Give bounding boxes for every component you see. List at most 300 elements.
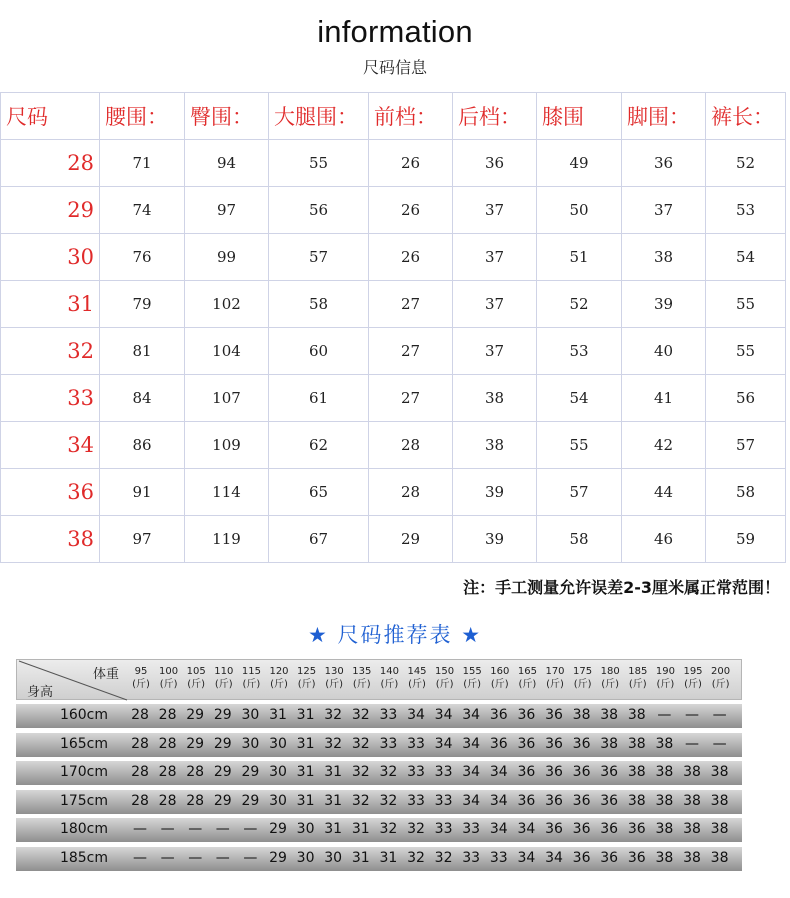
recommended-size-cell: 32 — [324, 735, 343, 752]
recommended-size-cell: 31 — [379, 850, 398, 866]
recommended-size-cell: — — [657, 707, 672, 723]
recommended-size-cell: 29 — [269, 850, 287, 866]
measurement-cell: 26 — [369, 234, 453, 281]
recommended-size-cell: 38 — [600, 707, 619, 723]
weight-unit: (斤) — [297, 679, 316, 690]
recommended-size-cell: 31 — [296, 735, 315, 752]
measurement-cell: 97 — [100, 516, 185, 563]
weight-column-header — [294, 665, 320, 691]
height-cell: 185cm — [59, 850, 108, 866]
weight-column-header — [183, 665, 209, 691]
recommended-size-cell: 38 — [627, 792, 646, 809]
recommended-size-cell: — — [215, 821, 230, 838]
recommended-size-cell: 34 — [462, 764, 481, 781]
measurement-cell: 46 — [622, 516, 706, 563]
recommended-size-cell: 36 — [627, 850, 646, 866]
table-row — [1, 375, 786, 422]
recommended-size-cell: 28 — [131, 792, 149, 809]
measurement-cell: 53 — [706, 187, 786, 234]
recommended-size-cell: 32 — [379, 821, 398, 838]
recommended-size-cell: 38 — [627, 764, 646, 781]
recommended-size-cell: 31 — [324, 821, 343, 838]
recommendation-header — [16, 659, 742, 700]
recommended-size-cell: 36 — [517, 764, 536, 781]
weight-unit: (斤) — [684, 679, 702, 690]
weight-unit: (斤) — [435, 679, 454, 690]
size-table-body — [1, 140, 786, 563]
measurement-cell: 41 — [622, 375, 706, 422]
recommended-size-cell: 34 — [517, 821, 536, 838]
recommended-size-cell: — — [188, 821, 203, 838]
weight-column-header — [128, 665, 154, 691]
recommended-size-cell: 33 — [407, 735, 425, 752]
measurement-cell: 52 — [537, 281, 622, 328]
recommended-size-cell: 36 — [489, 707, 508, 723]
recommended-size-cell: 38 — [655, 792, 674, 809]
recommendation-row — [16, 733, 742, 757]
weight-value: 125 — [297, 666, 317, 677]
weight-column-header — [487, 665, 513, 691]
recommended-size-cell: 29 — [186, 735, 205, 752]
size-cell: 38 — [1, 516, 100, 563]
recommended-size-cell: 38 — [683, 850, 701, 866]
recommended-size-cell: — — [685, 707, 699, 723]
recommended-size-cell: 38 — [627, 735, 646, 752]
measurement-cell: 38 — [622, 234, 706, 281]
measurement-cell: 50 — [537, 187, 622, 234]
recommended-size-cell: 28 — [158, 792, 177, 809]
measurement-cell: 81 — [100, 328, 185, 375]
weight-unit: (斤) — [601, 679, 620, 690]
recommended-size-cell: 36 — [600, 764, 619, 781]
recommended-size-cell: 38 — [600, 735, 619, 752]
weight-unit: (斤) — [711, 679, 730, 690]
recommended-size-cell: 30 — [296, 850, 315, 866]
weight-value: 170 — [545, 666, 565, 677]
measurement-cell: 109 — [185, 422, 269, 469]
recommended-size-cell: 32 — [351, 792, 370, 809]
weight-value: 95 — [134, 666, 148, 677]
recommended-size-cell: 33 — [462, 850, 481, 866]
recommended-size-cell: 28 — [131, 764, 149, 781]
measurement-cell: 54 — [537, 375, 622, 422]
recommended-size-cell: 38 — [655, 850, 674, 866]
weight-column-header — [652, 665, 678, 691]
table-row — [1, 328, 786, 375]
weight-value: 110 — [214, 666, 234, 677]
measurement-cell: 26 — [369, 140, 453, 187]
measurement-cell: 58 — [706, 469, 786, 516]
table-row — [1, 469, 786, 516]
recommended-size-cell: 30 — [269, 792, 287, 809]
recommendation-row — [16, 818, 742, 842]
recommended-size-cell: 29 — [186, 707, 205, 723]
measurement-cell: 42 — [622, 422, 706, 469]
recommended-size-cell: 34 — [407, 707, 425, 723]
weight-value: 100 — [159, 666, 179, 677]
weight-value: 130 — [324, 666, 344, 677]
recommended-size-cell: 32 — [324, 707, 343, 723]
size-cell: 36 — [1, 469, 100, 516]
measurement-cell: 28 — [369, 422, 453, 469]
recommended-size-cell: 29 — [213, 735, 232, 752]
recommended-size-cell: 38 — [710, 792, 729, 809]
height-cell: 170cm — [59, 764, 108, 781]
recommended-size-cell: 36 — [545, 792, 563, 809]
measurement-cell: 37 — [453, 328, 537, 375]
column-header: 臀围： — [185, 93, 269, 140]
weight-column-header — [349, 665, 375, 691]
weight-unit: (斤) — [546, 679, 564, 690]
measurement-cell: 119 — [185, 516, 269, 563]
measurement-cell: 91 — [100, 469, 185, 516]
recommended-size-cell: 33 — [462, 821, 481, 838]
recommended-size-cell: 34 — [462, 735, 481, 752]
recommended-size-cell: 28 — [131, 735, 149, 752]
recommended-size-cell: 30 — [296, 821, 315, 838]
weight-column-header — [238, 665, 264, 691]
measurement-cell: 99 — [185, 234, 269, 281]
weight-unit: (斤) — [628, 679, 647, 690]
recommended-size-cell: 31 — [269, 707, 287, 723]
star-icon: ★ — [461, 623, 483, 647]
star-icon: ★ — [307, 623, 329, 647]
recommended-size-cell: 32 — [379, 764, 398, 781]
recommended-size-cell: 31 — [351, 850, 370, 866]
weight-column-header — [542, 665, 568, 691]
measurement-cell: 39 — [622, 281, 706, 328]
recommended-size-cell: 32 — [407, 850, 425, 866]
measurement-cell: 76 — [100, 234, 185, 281]
recommended-size-cell: 33 — [379, 707, 398, 723]
recommendation-title-text: 尺码推荐表 — [337, 623, 453, 647]
measurement-cell: 55 — [269, 140, 369, 187]
measurement-cell: 79 — [100, 281, 185, 328]
measurement-cell: 52 — [706, 140, 786, 187]
weight-value: 120 — [269, 666, 289, 677]
recommended-size-cell: — — [215, 850, 230, 866]
recommended-size-cell: 34 — [489, 764, 508, 781]
recommended-size-cell: 31 — [296, 792, 315, 809]
measurement-cell: 84 — [100, 375, 185, 422]
recommended-size-cell: 36 — [572, 764, 591, 781]
recommended-size-cell: 36 — [627, 821, 646, 838]
measurement-cell: 94 — [185, 140, 269, 187]
recommended-size-cell: 36 — [517, 735, 536, 752]
recommended-size-cell: 34 — [545, 850, 563, 866]
recommended-size-cell: 32 — [351, 707, 370, 723]
size-cell: 31 — [1, 281, 100, 328]
weight-unit: (斤) — [242, 679, 261, 690]
measurement-cell: 37 — [453, 281, 537, 328]
recommendation-row — [16, 761, 742, 785]
weight-column-header — [266, 665, 292, 691]
measurement-cell: 74 — [100, 187, 185, 234]
recommended-size-cell: 28 — [186, 792, 205, 809]
recommended-size-cell: 29 — [241, 792, 260, 809]
recommended-size-cell: — — [133, 850, 147, 866]
recommended-size-cell: 33 — [434, 792, 453, 809]
recommended-size-cell: 36 — [545, 821, 563, 838]
recommended-size-cell: — — [243, 850, 258, 866]
measurement-cell: 62 — [269, 422, 369, 469]
weight-value: 175 — [573, 666, 593, 677]
measurement-cell: 57 — [537, 469, 622, 516]
measurement-cell: 56 — [269, 187, 369, 234]
measurement-cell: 55 — [537, 422, 622, 469]
measurement-cell: 102 — [185, 281, 269, 328]
recommended-size-cell: 28 — [158, 735, 177, 752]
measurement-cell: 61 — [269, 375, 369, 422]
recommendation-row — [16, 704, 742, 728]
recommended-size-cell: 29 — [269, 821, 287, 838]
recommended-size-cell: 33 — [434, 821, 453, 838]
table-row — [1, 140, 786, 187]
recommended-size-cell: 28 — [186, 764, 205, 781]
table-row — [1, 234, 786, 281]
size-table — [0, 92, 786, 563]
measurement-cell: 38 — [453, 422, 537, 469]
size-cell: 34 — [1, 422, 100, 469]
measurement-cell: 55 — [706, 281, 786, 328]
measurement-cell: 44 — [622, 469, 706, 516]
weight-column-header — [708, 665, 734, 691]
height-cell: 175cm — [59, 792, 108, 809]
recommended-size-cell: 28 — [158, 707, 177, 723]
recommended-size-cell: — — [712, 735, 727, 752]
recommended-size-cell: 33 — [379, 735, 398, 752]
measurement-cell: 27 — [369, 281, 453, 328]
column-header: 脚围： — [622, 93, 706, 140]
recommended-size-cell: 30 — [241, 707, 260, 723]
recommended-size-cell: 31 — [324, 792, 343, 809]
recommended-size-cell: — — [685, 735, 699, 752]
recommended-size-cell: 38 — [655, 735, 674, 752]
weight-value: 190 — [655, 666, 675, 677]
weight-value: 180 — [600, 666, 620, 677]
weight-label: 体重 — [93, 667, 120, 682]
weight-unit: (斤) — [463, 679, 482, 690]
measurement-cell: 107 — [185, 375, 269, 422]
recommended-size-cell: 36 — [572, 850, 591, 866]
recommended-size-cell: 34 — [489, 821, 508, 838]
recommended-size-cell: 34 — [434, 735, 453, 752]
measurement-cell: 27 — [369, 328, 453, 375]
recommended-size-cell: 33 — [489, 850, 508, 866]
recommended-size-cell: 36 — [545, 707, 563, 723]
recommended-size-cell: 32 — [351, 735, 370, 752]
column-header: 腰围： — [100, 93, 185, 140]
recommended-size-cell: 29 — [213, 792, 232, 809]
recommended-size-cell: 36 — [517, 792, 536, 809]
recommended-size-cell: — — [133, 821, 147, 838]
height-cell: 160cm — [59, 707, 108, 723]
weight-value: 195 — [683, 666, 703, 677]
measurement-cell: 58 — [269, 281, 369, 328]
weight-value: 145 — [407, 666, 427, 677]
measurement-cell: 60 — [269, 328, 369, 375]
measurement-cell: 53 — [537, 328, 622, 375]
recommended-size-cell: 29 — [213, 707, 232, 723]
recommendation-row — [16, 790, 742, 814]
size-cell: 28 — [1, 140, 100, 187]
recommended-size-cell: 30 — [324, 850, 343, 866]
recommended-size-cell: 31 — [296, 707, 315, 723]
recommended-size-cell: 38 — [572, 707, 591, 723]
weight-value: 135 — [352, 666, 372, 677]
size-cell: 30 — [1, 234, 100, 281]
weight-value: 115 — [241, 666, 261, 677]
measurement-cell: 39 — [453, 516, 537, 563]
weight-value: 200 — [711, 666, 731, 677]
measurement-cell: 65 — [269, 469, 369, 516]
recommended-size-cell: 34 — [517, 850, 536, 866]
recommended-size-cell: 36 — [517, 707, 536, 723]
recommended-size-cell: 38 — [655, 764, 674, 781]
measurement-cell: 36 — [622, 140, 706, 187]
measurement-cell: 29 — [369, 516, 453, 563]
height-label: 身高 — [27, 685, 54, 700]
recommended-size-cell: 36 — [572, 792, 591, 809]
column-header: 尺码 — [1, 93, 100, 140]
measurement-cell: 58 — [537, 516, 622, 563]
recommended-size-cell: 38 — [683, 792, 701, 809]
recommended-size-cell: 28 — [158, 764, 177, 781]
column-header: 后档： — [453, 93, 537, 140]
measurement-cell: 37 — [453, 234, 537, 281]
weight-unit: (斤) — [656, 679, 675, 690]
measurement-cell: 71 — [100, 140, 185, 187]
column-header: 前档： — [369, 93, 453, 140]
weight-column-header — [376, 665, 402, 691]
weight-column-header — [625, 665, 651, 691]
weight-unit: (斤) — [408, 679, 426, 690]
table-row — [1, 281, 786, 328]
measurement-cell: 57 — [269, 234, 369, 281]
measurement-note: 注：手工测量允许误差2-3厘米属正常范围！ — [463, 578, 780, 597]
weight-unit: (斤) — [159, 679, 178, 690]
weight-column-header — [680, 665, 706, 691]
measurement-cell: 114 — [185, 469, 269, 516]
size-table-header — [1, 93, 786, 140]
recommended-size-cell: 38 — [683, 821, 701, 838]
measurement-cell: 37 — [622, 187, 706, 234]
column-header: 裤长： — [706, 93, 786, 140]
weight-value: 140 — [379, 666, 399, 677]
recommended-size-cell: 32 — [379, 792, 398, 809]
weight-unit: (斤) — [352, 679, 371, 690]
column-header: 大腿围： — [269, 93, 369, 140]
size-cell: 29 — [1, 187, 100, 234]
size-recommendation-chart — [16, 659, 742, 875]
weight-column-header — [432, 665, 458, 691]
weight-unit: (斤) — [187, 679, 206, 690]
recommended-size-cell: 30 — [269, 764, 287, 781]
recommended-size-cell: 38 — [710, 850, 729, 866]
recommended-size-cell: 36 — [545, 764, 563, 781]
recommended-size-cell: 38 — [710, 821, 729, 838]
recommended-size-cell: 34 — [434, 707, 453, 723]
weight-value: 160 — [490, 666, 510, 677]
table-row — [1, 422, 786, 469]
weight-value: 105 — [186, 666, 206, 677]
recommended-size-cell: 31 — [351, 821, 370, 838]
recommended-size-cell: 34 — [489, 792, 508, 809]
weight-unit: (斤) — [132, 679, 150, 690]
weight-value: 150 — [435, 666, 455, 677]
weight-column-header — [156, 665, 182, 691]
measurement-cell: 56 — [706, 375, 786, 422]
recommended-size-cell: — — [188, 850, 203, 866]
height-cell: 165cm — [59, 735, 108, 752]
weight-column-header — [597, 665, 623, 691]
weight-column-header — [570, 665, 596, 691]
weight-column-header — [211, 665, 237, 691]
recommended-size-cell: 38 — [683, 764, 701, 781]
recommendation-title — [0, 619, 790, 649]
recommended-size-cell: — — [160, 850, 175, 866]
recommended-size-cell: 29 — [241, 764, 260, 781]
weight-unit: (斤) — [325, 679, 344, 690]
size-cell: 32 — [1, 328, 100, 375]
recommended-size-cell: 38 — [710, 764, 729, 781]
recommended-size-cell: 29 — [213, 764, 232, 781]
page-subtitle: 尺码信息 — [362, 58, 427, 77]
measurement-cell: 97 — [185, 187, 269, 234]
weight-unit: (斤) — [380, 679, 399, 690]
recommended-size-cell: 36 — [572, 821, 591, 838]
recommended-size-cell: 32 — [407, 821, 425, 838]
measurement-cell: 67 — [269, 516, 369, 563]
weight-unit: (斤) — [573, 679, 592, 690]
table-row — [1, 516, 786, 563]
measurement-cell: 39 — [453, 469, 537, 516]
recommended-size-cell: 33 — [407, 792, 425, 809]
measurement-cell: 26 — [369, 187, 453, 234]
recommended-size-cell: 36 — [489, 735, 508, 752]
recommendation-row — [16, 847, 742, 871]
table-row — [1, 187, 786, 234]
measurement-cell: 37 — [453, 187, 537, 234]
recommended-size-cell: 31 — [324, 764, 343, 781]
weight-column-header — [321, 665, 347, 691]
recommended-size-cell: 30 — [241, 735, 260, 752]
recommended-size-cell: 31 — [296, 764, 315, 781]
recommended-size-cell: 28 — [131, 707, 149, 723]
measurement-cell: 51 — [537, 234, 622, 281]
measurement-cell: 40 — [622, 328, 706, 375]
recommended-size-cell: 36 — [600, 821, 619, 838]
measurement-cell: 59 — [706, 516, 786, 563]
recommended-size-cell: — — [243, 821, 258, 838]
recommended-size-cell: 38 — [655, 821, 674, 838]
recommended-size-cell: 33 — [407, 764, 425, 781]
recommended-size-cell: — — [712, 707, 727, 723]
weight-column-header — [459, 665, 485, 691]
recommended-size-cell: 32 — [351, 764, 370, 781]
measurement-cell: 55 — [706, 328, 786, 375]
height-cell: 180cm — [59, 821, 108, 838]
weight-value: 155 — [462, 666, 482, 677]
measurement-cell: 57 — [706, 422, 786, 469]
weight-unit: (斤) — [214, 679, 233, 690]
measurement-cell: 27 — [369, 375, 453, 422]
recommended-size-cell: 36 — [572, 735, 591, 752]
weight-column-header — [514, 665, 540, 691]
weight-column-header — [404, 665, 430, 691]
page-title: information — [317, 14, 473, 49]
weight-unit: (斤) — [518, 679, 537, 690]
